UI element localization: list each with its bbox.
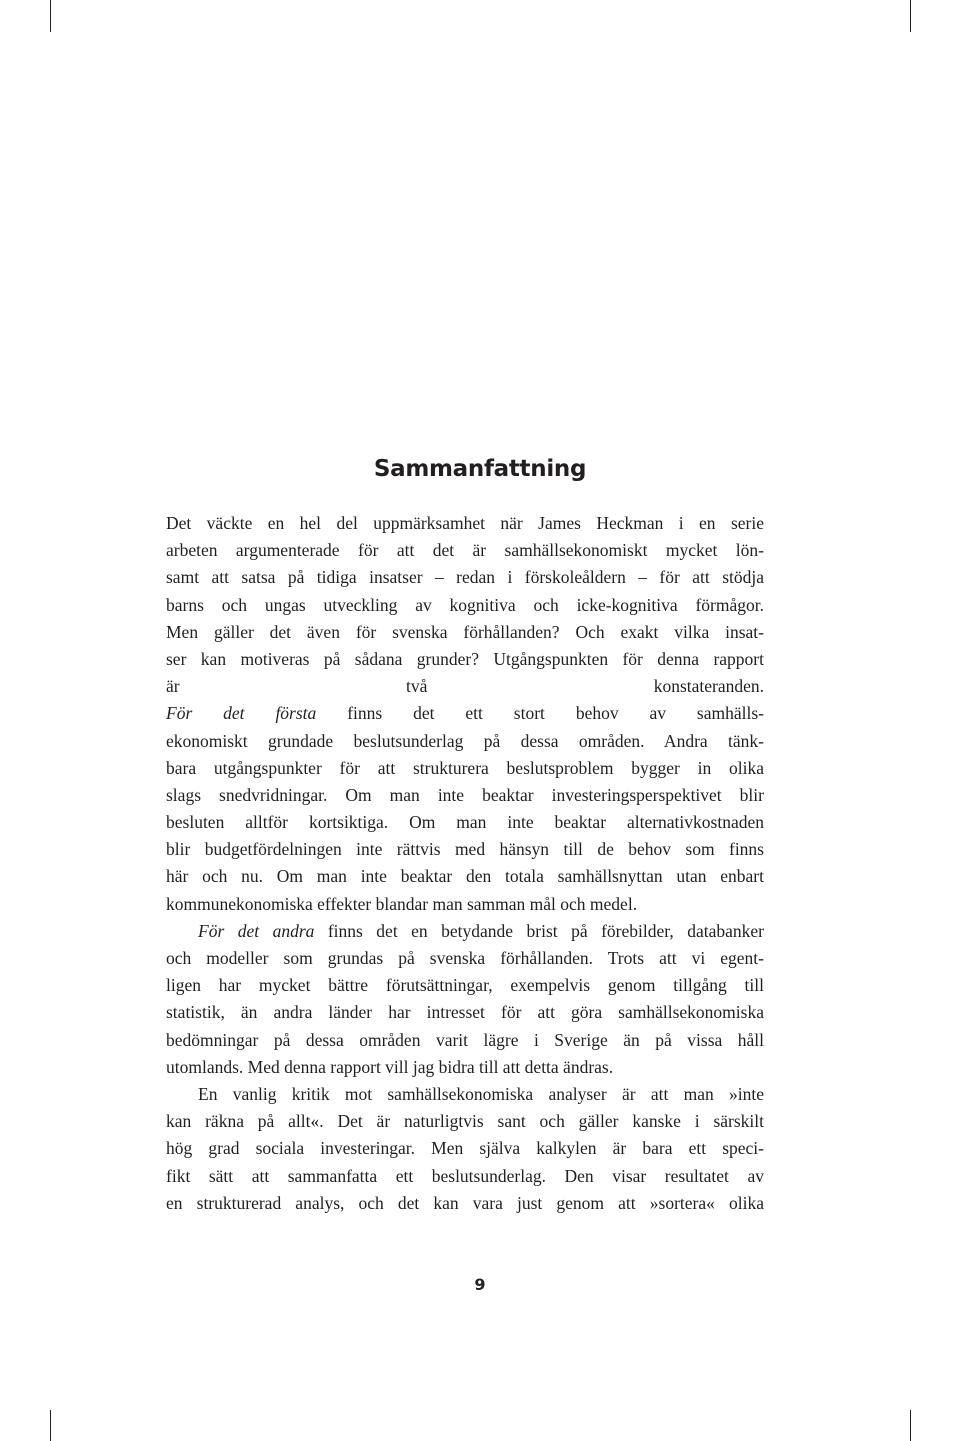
- text-run: finns det ett stort behov av samhälls-: [316, 703, 764, 724]
- text-line: [166, 700, 764, 727]
- text-line: här och nu. Om man inte beaktar den totala samhällsnyttan utan enbart: [166, 866, 764, 887]
- text-line: besluten alltför kortsiktiga. Om man inte beaktar alternativkostnaden: [166, 812, 764, 833]
- text-line: arbeten argumenterade för att det är samhällsekonomiskt mycket lön-: [166, 540, 764, 561]
- text-line: en strukturerad analys, och det kan vara just genom att »sortera« olika: [166, 1192, 764, 1213]
- crop-mark-top-left: [50, 0, 51, 32]
- text-line: utomlands. Med denna rapport vill jag bidra till att detta ändras.: [166, 1056, 614, 1077]
- text-line: Men gäller det även för svenska förhållanden? Och exakt vilka insat-: [166, 621, 764, 642]
- crop-mark-bottom-left: [50, 1410, 51, 1441]
- italic-phrase: För det första: [166, 703, 317, 724]
- text-line: fikt sätt att sammanfatta ett beslutsunderlag. Den visar resultatet av: [166, 1165, 764, 1186]
- text-line: ligen har mycket bättre förutsättningar, exempelvis genom tillgång till: [166, 975, 764, 996]
- text-line: hög grad sociala investeringar. Men själva kalkylen är bara ett speci-: [166, 1138, 764, 1159]
- text-line: samt att satsa på tidiga insatser – redan i förskoleåldern – för att stödja: [166, 567, 764, 588]
- text-line: ser kan motiveras på sådana grunder? Utgångspunkten för denna rapport: [166, 648, 764, 669]
- text-line: bedömningar på dessa områden varit lägre i Sverige än på vissa håll: [166, 1029, 764, 1050]
- text-line: blir budgetfördelningen inte rättvis med hänsyn till de behov som finns: [166, 839, 764, 860]
- text-line: kan räkna på allt«. Det är naturligtvis sant och gäller kanske i särskilt: [166, 1111, 764, 1132]
- text-line: bara utgångspunkter för att strukturera beslutsproblem bygger in olika: [166, 757, 764, 778]
- crop-mark-top-right: [910, 0, 911, 32]
- text-run: finns det en betydande brist på förebilder, databanker: [314, 920, 764, 941]
- text-line: är två konstateranden.: [166, 676, 764, 697]
- text-line: [166, 918, 764, 945]
- text-line: kommunekonomiska effekter blandar man samman mål och medel.: [166, 893, 638, 914]
- page-title: Sammanfattning: [373, 456, 587, 482]
- text-line: En vanlig kritik mot samhällsekonomiska analyser är att man »inte: [198, 1083, 764, 1104]
- text-line: Det väckte en hel del uppmärksamhet när James Heckman i en serie: [166, 513, 764, 533]
- text-line: barns och ungas utveckling av kognitiva och icke-kognitiva förmågor.: [166, 594, 764, 615]
- text-line: slags snedvridningar. Om man inte beaktar investeringsperspektivet blir: [166, 784, 764, 805]
- italic-phrase: För det andra: [198, 920, 315, 941]
- body-text: [166, 510, 764, 1217]
- text-line: och modeller som grundas på svenska förhållanden. Trots att vi egent-: [166, 948, 764, 968]
- crop-mark-bottom-right: [910, 1410, 911, 1441]
- text-line: statistik, än andra länder har intresset för att göra samhällsekonomiska: [166, 1002, 764, 1023]
- page-number: 9: [474, 1275, 486, 1294]
- text-line: ekonomiskt grundade beslutsunderlag på dessa områden. Andra tänk-: [166, 730, 764, 751]
